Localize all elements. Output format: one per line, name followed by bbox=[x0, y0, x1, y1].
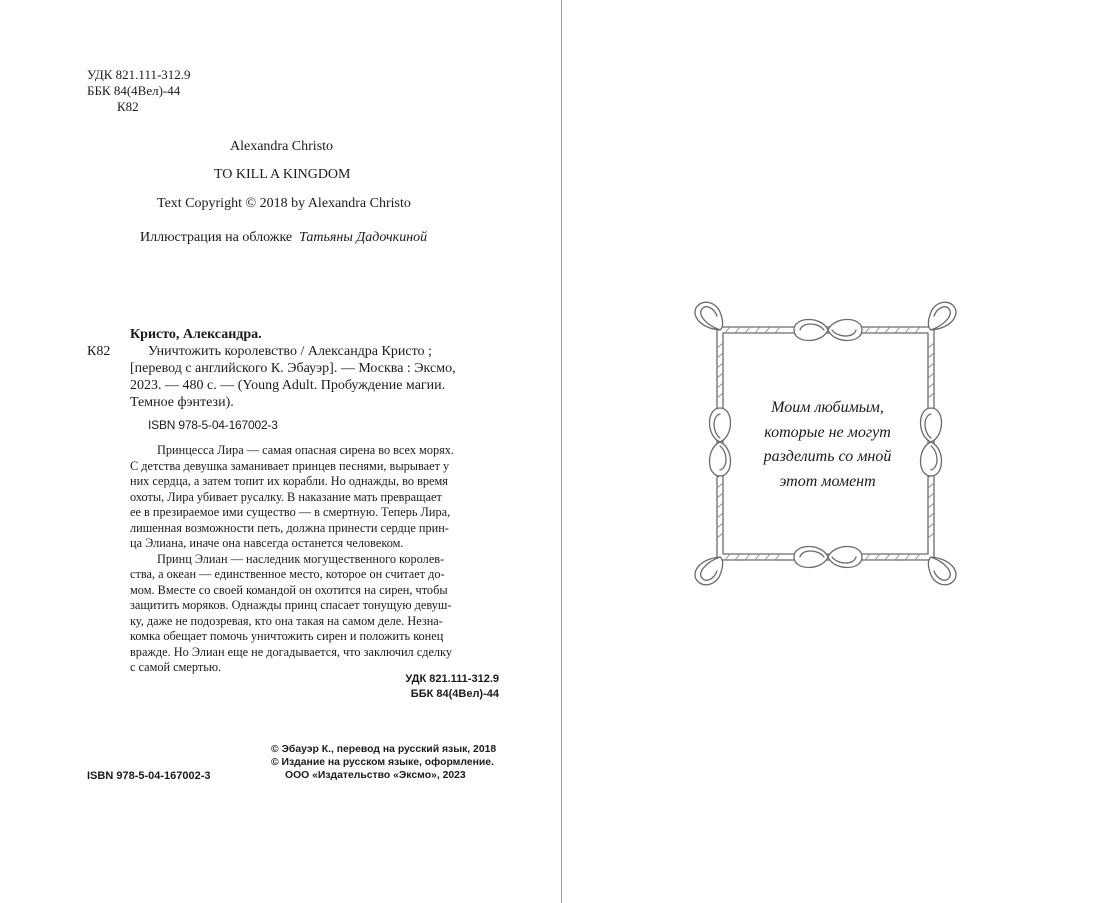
entry-author: Кристо, Александра. bbox=[130, 327, 262, 342]
annotation-line: Принцесса Лира — самая опасная сирена во всех морях. bbox=[157, 443, 454, 457]
bbk-bottom: ББК 84(4Вел)-44 bbox=[410, 688, 499, 700]
annotation-line: них сердца, а затем топит их корабли. Но однажды, во время bbox=[130, 474, 448, 488]
annotation-line: с самой смертью. bbox=[130, 660, 222, 674]
annotation-line: ства, а океан — единственное место, которое он считает до- bbox=[130, 567, 445, 581]
entry-line: Уничтожить королевство / Александра Кристо ; bbox=[148, 344, 432, 359]
illustration-label: Иллюстрация на обложке bbox=[140, 230, 293, 245]
annotation-line: ку, даже не подозревая, кто она такая на самом деле. Незна- bbox=[130, 613, 443, 628]
entry-code: К82 bbox=[87, 344, 111, 359]
entry-line: [перевод с английского К. Эбауэр]. — Москва : Эксмо, bbox=[130, 361, 456, 376]
illustration-credit bbox=[140, 230, 427, 246]
entry-line: 2023. — 480 с. — (Young Adult. Пробуждение магии. bbox=[130, 378, 446, 393]
dedication-line: Моим любимым, bbox=[771, 399, 884, 416]
copyright-text: Text Copyright © 2018 by Alexandra Christo bbox=[157, 196, 411, 211]
copyright-line: ООО «Издательство «Эксмо», 2023 bbox=[285, 770, 466, 781]
dedication-line: разделить со мной bbox=[763, 448, 892, 465]
annotation-line: охоты, Лира убивает русалку. В наказание мать превращает bbox=[130, 489, 442, 504]
isbn-bottom: ISBN 978-5-04-167002-3 bbox=[87, 770, 211, 782]
isbn-entry: ISBN 978-5-04-167002-3 bbox=[148, 418, 278, 432]
annotation-line: защитить моряков. Однажды принц спасает тонущую девуш- bbox=[130, 598, 452, 612]
copyright-line: © Эбауэр К., перевод на русский язык, 2018 bbox=[271, 744, 497, 755]
entry-line: Темное фэнтези). bbox=[130, 395, 234, 410]
bbk-top: ББК 84(4Вел)-44 bbox=[87, 83, 181, 98]
annotation-line: мом. Вместе со своей командой он охотится на сирен, чтобы bbox=[130, 582, 448, 597]
annotation-line: лишенная возможности петь, должна принести сердце прин- bbox=[130, 520, 449, 535]
dedication-line: которые не могут bbox=[764, 423, 891, 441]
original-author: Alexandra Christo bbox=[230, 139, 334, 154]
page-gutter-divider bbox=[561, 0, 562, 903]
udk-top: УДК 821.111-312.9 bbox=[87, 67, 191, 82]
copyright-line: © Издание на русском языке, оформление. bbox=[271, 757, 494, 768]
annotation-line: Принц Элиан — наследник могущественного королев- bbox=[157, 551, 445, 566]
annotation-line: вражде. Но Элиан еще не догадывается, что заключил сделку bbox=[130, 644, 453, 659]
illustration-artist: Татьяны Дадочкиной bbox=[299, 230, 428, 245]
udk-bottom: УДК 821.111-312.9 bbox=[405, 673, 499, 685]
annotation-line: С детства девушка заманивает принцев песнями, вырывает у bbox=[130, 458, 450, 473]
annotation-line: комка обещает помочь уничтожить сирен и положить конец bbox=[130, 629, 444, 643]
annotation-line: ее в презираемое ими существо — в смертную. Теперь Лира, bbox=[130, 505, 451, 519]
original-title: TO KILL A KINGDOM bbox=[214, 167, 351, 182]
code-top: К82 bbox=[117, 99, 139, 114]
annotation-line: ца Элиана, иначе она навсегда останется человеком. bbox=[130, 536, 404, 550]
dedication-line: этот момент bbox=[779, 472, 876, 490]
